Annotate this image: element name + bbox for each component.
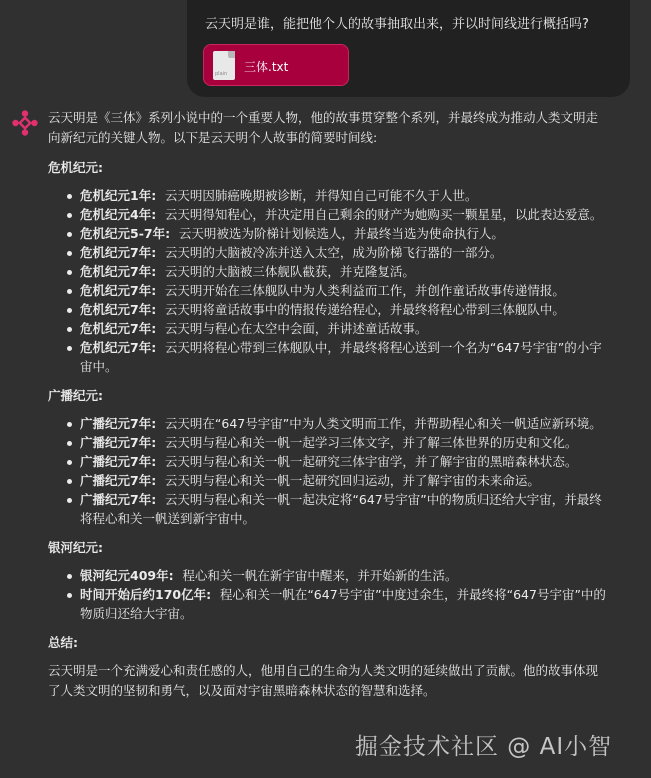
entry-text: 云天明的大脑被冷冻并送入太空，成为阶梯飞行器的一部分。	[164, 245, 503, 260]
timeline-section-crisis	[48, 158, 608, 376]
timeline-entry	[80, 243, 608, 262]
section-heading: 银河纪元:	[48, 540, 103, 555]
timeline-entry	[80, 186, 608, 205]
entry-date: 危机纪元7年:	[80, 302, 157, 317]
summary-heading: 总结:	[48, 635, 78, 650]
timeline-entry	[80, 281, 608, 300]
user-message-bubble	[187, 0, 630, 97]
entry-date: 广播纪元7年:	[80, 435, 157, 450]
entry-date: 广播纪元7年:	[80, 492, 157, 507]
watermark: 掘金技术社区 @ AI小智	[355, 734, 613, 760]
entry-date: 危机纪元4年:	[80, 207, 157, 222]
timeline-entry	[80, 585, 608, 623]
entry-date: 广播纪元7年:	[80, 454, 157, 469]
timeline-entry	[80, 319, 608, 338]
timeline-entry	[80, 224, 608, 243]
section-heading: 危机纪元:	[48, 160, 103, 175]
timeline-entry	[80, 205, 608, 224]
timeline-entry	[80, 338, 608, 376]
entry-text: 云天明在“647号宇宙”中为人类文明而工作，并帮助程心和关一帆适应新环境。	[164, 416, 602, 431]
entry-text: 云天明的大脑被三体舰队截获，并克隆复活。	[164, 264, 415, 279]
entry-date: 广播纪元7年:	[80, 473, 157, 488]
user-message-text: 云天明是谁，能把他个人的故事抽取出来，并以时间线进行概括吗?	[205, 17, 589, 32]
entry-text: 云天明与程心在太空中会面，并讲述童话故事。	[164, 321, 428, 336]
timeline-list	[48, 566, 608, 623]
entry-text: 云天明被选为阶梯计划候选人，并最终当选为使命执行人。	[178, 226, 504, 241]
timeline-entry	[80, 433, 608, 452]
entry-text: 云天明将程心带到三体舰队中，并最终将程心送到一个名为“647号宇宙”的小宇宙中。	[80, 340, 602, 374]
timeline-entry	[80, 300, 608, 319]
entry-date: 银河纪元409年:	[80, 568, 174, 583]
summary-text: 云天明是一个充满爱心和责任感的人，他用自己的生命为人类文明的延续做出了贡献。他的故事体现了人类文明的坚韧和勇气，以及面对宇宙黑暗森林状态的智慧和选择。	[48, 663, 599, 698]
entry-text: 云天明与程心和关一帆一起决定将“647号宇宙”中的物质归还给大宇宙，并最终将程心和关一帆送到新宇宙中。	[80, 492, 602, 526]
entry-date: 危机纪元5-7年:	[80, 226, 171, 241]
entry-date: 危机纪元7年:	[80, 264, 157, 279]
file-icon	[213, 51, 235, 80]
response-intro: 云天明是《三体》系列小说中的一个重要人物，他的故事贯穿整个系列，并最终成为推动人类文明走向新纪元的关键人物。以下是云天明个人故事的简要时间线:	[48, 110, 599, 145]
entry-date: 危机纪元7年:	[80, 245, 157, 260]
timeline-entry	[80, 262, 608, 281]
entry-date: 危机纪元7年:	[80, 283, 157, 298]
entry-date: 广播纪元7年:	[80, 416, 157, 431]
entry-text: 云天明与程心和关一帆一起研究三体宇宙学，并了解宇宙的黑暗森林状态。	[164, 454, 578, 469]
timeline-entry	[80, 414, 608, 433]
entry-text: 云天明与程心和关一帆一起研究回归运动，并了解宇宙的未来命运。	[164, 473, 540, 488]
assistant-response	[48, 108, 608, 701]
entry-text: 程心和关一帆在新宇宙中醒来，并开始新的生活。	[182, 568, 458, 583]
entry-date: 危机纪元7年:	[80, 321, 157, 336]
timeline-list	[48, 186, 608, 376]
timeline-entry	[80, 490, 608, 528]
entry-date: 时间开始后约170亿年:	[80, 587, 212, 602]
attached-file-chip[interactable]	[203, 44, 349, 86]
entry-text: 云天明开始在三体舰队中为人类利益而工作，并创作童话故事传递情报。	[164, 283, 565, 298]
ai-assistant-logo-icon	[12, 110, 38, 136]
entry-text: 云天明与程心和关一帆一起学习三体文字，并了解三体世界的历史和文化。	[164, 435, 578, 450]
entry-text: 云天明将童话故事中的情报传递给程心，并最终将程心带到三体舰队中。	[164, 302, 565, 317]
entry-date: 危机纪元7年:	[80, 340, 157, 355]
file-icon-tag: plain	[215, 71, 228, 77]
timeline-section-broadcast	[48, 386, 608, 528]
timeline-entry	[80, 566, 608, 585]
entry-text: 程心和关一帆在“647号宇宙”中度过余生，并最终将“647号宇宙”中的物质归还给大宇宙。	[80, 587, 606, 621]
timeline-entry	[80, 452, 608, 471]
entry-date: 危机纪元1年:	[80, 188, 157, 203]
timeline-list	[48, 414, 608, 528]
entry-text: 云天明因肺癌晚期被诊断，并得知自己可能不久于人世。	[164, 188, 478, 203]
entry-text: 云天明得知程心，并决定用自己剩余的财产为她购买一颗星星，以此表达爱意。	[164, 207, 603, 222]
timeline-entry	[80, 471, 608, 490]
timeline-section-galaxy	[48, 538, 608, 623]
attached-file-name: 三体.txt	[244, 60, 289, 74]
section-heading: 广播纪元:	[48, 388, 103, 403]
